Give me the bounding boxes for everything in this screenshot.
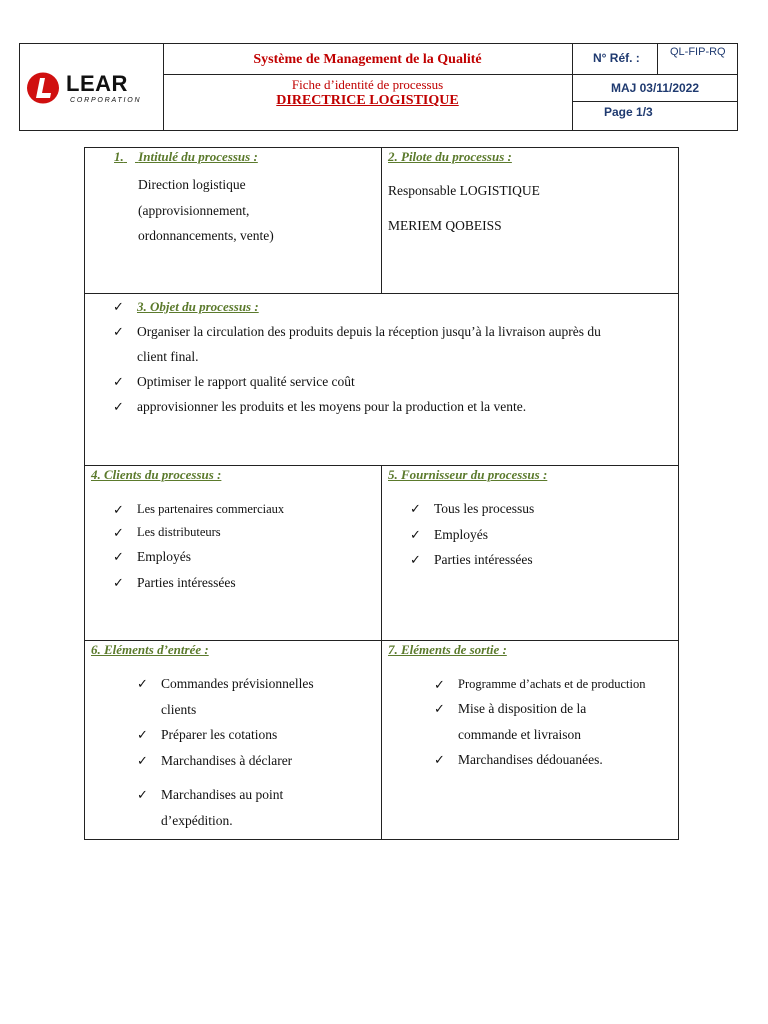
list-item: ✓ Employés bbox=[410, 522, 534, 548]
section-7-list bbox=[434, 673, 645, 773]
section-1-number: 1. bbox=[114, 149, 124, 164]
section-4-title: 4. Clients du processus : bbox=[91, 467, 222, 482]
list-item-continued: clients bbox=[161, 701, 197, 717]
process-title-cell bbox=[163, 75, 573, 130]
list-item: ✓ Programme d’achats et de production bbox=[434, 673, 645, 696]
section-4-clients bbox=[85, 466, 381, 640]
page-cell bbox=[573, 102, 737, 130]
check-icon: ✓ bbox=[410, 552, 421, 567]
section-5-fournisseur bbox=[382, 466, 678, 640]
list-item: ✓ Marchandises à déclarer bbox=[137, 748, 314, 774]
check-icon: ✓ bbox=[434, 677, 445, 692]
section-7-sortie bbox=[382, 641, 678, 839]
check-icon: ✓ bbox=[113, 399, 124, 414]
list-item: ✓ Optimiser le rapport qualité service coût bbox=[113, 369, 673, 394]
section-1-line: (approvisionnement, bbox=[138, 202, 250, 218]
list-item: ✓ Marchandises dédouanées. bbox=[434, 747, 645, 773]
page-number: Page 1/3 bbox=[604, 105, 653, 119]
section-6-list bbox=[137, 671, 314, 833]
section-5-title: 5. Fournisseur du processus : bbox=[388, 467, 548, 482]
system-title: Système de Management de la Qualité bbox=[253, 52, 482, 67]
check-icon: ✓ bbox=[113, 549, 124, 564]
list-item-continued: client final. bbox=[137, 349, 199, 364]
section-1-line: Direction logistique bbox=[138, 177, 246, 192]
list-item: ✓ Mise à disposition de la bbox=[434, 696, 645, 722]
list-item: ✓ Employés bbox=[113, 544, 284, 570]
check-icon: ✓ bbox=[113, 299, 124, 314]
list-item: ✓ Organiser la circulation des produits depuis la réception jusqu’à la livraison auprès du bbox=[113, 319, 673, 344]
list-item: ✓ Tous les processus bbox=[410, 496, 534, 522]
maj-date: MAJ 03/11/2022 bbox=[610, 81, 700, 95]
list-item: ✓ Parties intéressées bbox=[410, 547, 534, 573]
section-3-list bbox=[113, 294, 673, 419]
check-icon: ✓ bbox=[410, 526, 421, 542]
check-icon: ✓ bbox=[137, 676, 148, 691]
check-icon: ✓ bbox=[137, 752, 148, 768]
logo-subtext: CORPORATION bbox=[70, 97, 142, 104]
list-item: ✓ approvisionner les produits et les moyens pour la production et la vente. bbox=[113, 394, 673, 419]
section-1-line: ordonnancements, vente) bbox=[138, 228, 274, 243]
process-name: DIRECTRICE LOGISTIQUE bbox=[276, 93, 459, 108]
list-item: ✓ Préparer les cotations bbox=[137, 722, 314, 748]
ref-value-cell bbox=[658, 44, 737, 75]
lear-logo bbox=[26, 71, 158, 107]
section-5-list bbox=[410, 496, 534, 573]
lear-logo-mark-icon bbox=[26, 71, 62, 105]
section-3-title-item bbox=[113, 294, 673, 319]
ref-label: N° Réf. : bbox=[593, 51, 640, 65]
section-2-pilote bbox=[382, 148, 678, 293]
section-4-list bbox=[113, 498, 284, 595]
check-icon: ✓ bbox=[113, 574, 124, 590]
section-1-body bbox=[138, 172, 274, 249]
check-icon: ✓ bbox=[113, 502, 124, 517]
list-item: ✓ Marchandises au point bbox=[137, 782, 314, 808]
section-1-intitule bbox=[85, 148, 381, 293]
check-icon: ✓ bbox=[410, 501, 421, 516]
check-icon: ✓ bbox=[137, 787, 148, 802]
check-icon: ✓ bbox=[434, 701, 445, 716]
system-title-cell bbox=[163, 44, 573, 75]
list-item: ✓ Commandes prévisionnelles bbox=[137, 671, 314, 697]
list-item-continued: commande et livraison bbox=[458, 726, 581, 742]
section-3-title: 3. Objet du processus : bbox=[137, 299, 259, 314]
section-2-role: Responsable LOGISTIQUE bbox=[388, 183, 540, 198]
document-header bbox=[19, 43, 738, 131]
list-item: ✓ Les distributeurs bbox=[113, 521, 284, 544]
logo-word: LEAR bbox=[66, 71, 128, 96]
section-7-title: 7. Eléments de sortie : bbox=[388, 642, 507, 657]
check-icon: ✓ bbox=[113, 525, 124, 540]
ref-value: QL-FIP-RQ bbox=[670, 46, 726, 58]
maj-cell bbox=[573, 75, 737, 102]
list-item-continued: d’expédition. bbox=[161, 812, 233, 828]
section-6-entree bbox=[85, 641, 381, 839]
section-2-name: MERIEM QOBEISS bbox=[388, 218, 502, 233]
fiche-label: Fiche d’identité de processus bbox=[291, 77, 444, 92]
check-icon: ✓ bbox=[113, 374, 124, 389]
list-item: ✓ Parties intéressées bbox=[113, 570, 284, 596]
section-1-title: Intitulé du processus : bbox=[138, 149, 258, 164]
process-form bbox=[84, 147, 679, 840]
section-2-title: 2. Pilote du processus : bbox=[388, 149, 512, 164]
logo-cell bbox=[20, 44, 164, 130]
check-icon: ✓ bbox=[137, 727, 148, 742]
section-3-objet bbox=[85, 294, 678, 465]
check-icon: ✓ bbox=[113, 324, 124, 339]
check-icon: ✓ bbox=[434, 752, 445, 767]
ref-label-cell bbox=[573, 44, 658, 75]
list-item: ✓ Les partenaires commerciaux bbox=[113, 498, 284, 521]
section-6-title: 6. Eléments d’entrée : bbox=[91, 642, 209, 657]
